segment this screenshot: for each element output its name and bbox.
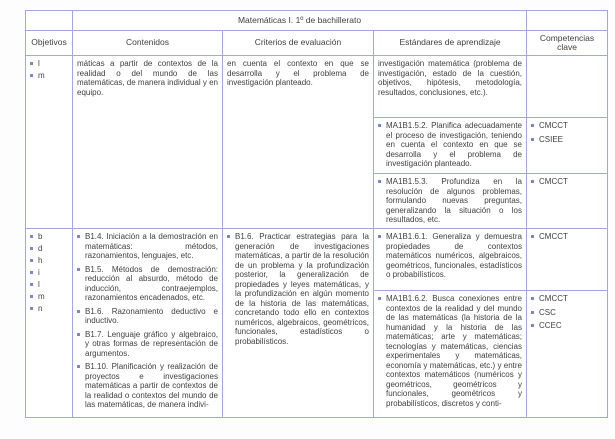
competencia-item-text: CSC [539, 307, 556, 317]
competencia-item-text: CSIEE [539, 134, 564, 144]
title-row-spacer-left [26, 11, 73, 31]
objective-letter [30, 71, 68, 81]
objective-letter-text: b [38, 232, 43, 241]
column-header-contenidos: Contenidos [73, 31, 223, 56]
estandar-item-text: MA1B1.5.3. Profundiza en la resolución de algunos problemas, formulando nuevas preguntas, generalizando la situación o los resultados, etc. [386, 177, 522, 224]
estandar-item [378, 232, 522, 280]
objetivos-cell [26, 56, 73, 229]
objective-letter-text: d [38, 244, 43, 253]
contenidos-cell [73, 56, 223, 229]
bullet-square-icon [531, 321, 539, 331]
estandar-cell [374, 174, 527, 229]
objective-letter [30, 232, 68, 242]
competencia-item-text: CMCCT [539, 294, 568, 303]
objective-letter-text: i [38, 268, 40, 277]
objective-letter-text: m [38, 292, 45, 301]
objective-letter-text: h [38, 256, 43, 265]
objective-letter [30, 292, 68, 302]
estandar-item [378, 59, 522, 97]
estandar-cell [374, 56, 527, 118]
objective-letter [30, 244, 68, 254]
estandar-subrow [374, 118, 608, 174]
estandar-item [378, 294, 522, 408]
competencia-item [531, 321, 603, 331]
estandar-item-text: MA1B1.6.2. Busca conexiones entre contextos de la realidad y del mundo de las matemáticas (la historia de la humanidad y la historia de las matemáticas; arte y matemáticas; tecnologías y matemáticas, ciencias experimentales y matemáticas, economía y matemáticas, etc.) y entre contextos matemáticos (numéricos y geométricos, geométricos y funcionales, geométricos y probabilísticos, discretos y conti- [386, 294, 522, 408]
content-item-text: B1.10. Planificación y realización de proyectos e investigaciones matemáticas a partir de contextos de la realidad o contextos del mundo de las matemáticas, de manera indivi- [85, 362, 218, 409]
column-header-objetivos: Objetivos [26, 31, 73, 56]
bullet-square-icon [378, 121, 386, 169]
estandar-subrow [374, 229, 608, 291]
content-item-text: máticas a partir de contextos de la realidad o del mundo de las matemáticas, de manera individual y en equipo. [77, 59, 218, 97]
objetivos-cell [26, 229, 73, 418]
estandar-subrow [374, 56, 608, 118]
competencias-cell [527, 118, 608, 174]
competencia-item [531, 294, 603, 304]
content-item [77, 265, 218, 303]
competencia-item-text: CMCCT [539, 177, 568, 186]
bullet-square-icon [77, 232, 85, 261]
title-row-spacer-right [527, 11, 608, 31]
content-item [77, 59, 218, 97]
content-item [77, 362, 218, 410]
objective-letter [30, 268, 68, 278]
estandar-item-text: MA1B1.5.2. Planifica adecuadamente el proceso de investigación, teniendo en cuenta el contexto en que se desarrolla y el problema de investigación planteado. [386, 121, 522, 168]
column-header-estandares: Estándares de aprendizaje [374, 31, 527, 56]
table-row [26, 56, 608, 229]
estandar-subrow [374, 291, 608, 418]
bullet-square-icon [378, 177, 386, 225]
bullet-square-icon [30, 292, 38, 302]
bullet-square-icon [30, 232, 38, 242]
table-title-row [26, 11, 608, 31]
column-header-competencias: Competencias clave [527, 31, 608, 56]
competencias-cell [527, 229, 608, 291]
bullet-square-icon [30, 304, 38, 314]
estandares-competencias-group [374, 229, 608, 418]
estandar-item-text: MA1B1.6.1. Generaliza y demuestra propiedades de contextos matemáticos numéricos, algebraicos, geométricos, funcionales, estadísticos o probabilísticos. [386, 232, 522, 279]
bullet-square-icon [30, 59, 38, 69]
competencia-item [531, 121, 603, 131]
table-title: Matemáticas I. 1º de bachillerato [73, 11, 527, 31]
competencia-item [531, 177, 603, 187]
bullet-square-icon [531, 308, 539, 318]
bullet-square-icon [531, 232, 539, 242]
objective-letter [30, 59, 68, 69]
contenidos-cell [73, 229, 223, 418]
bullet-square-icon [30, 256, 38, 266]
column-header-row [26, 31, 608, 56]
bullet-square-icon [77, 265, 85, 303]
table-row [26, 229, 608, 418]
estandar-cell [374, 118, 527, 174]
competencia-item-text: CMCCT [539, 121, 568, 130]
criterion-item [227, 232, 369, 346]
criterios-cell [223, 229, 374, 418]
competencia-item [531, 232, 603, 242]
estandar-item [378, 121, 522, 169]
objective-letter-text: n [38, 304, 43, 313]
estandar-subrow [374, 174, 608, 229]
competencia-item [531, 308, 603, 318]
objective-letter [30, 256, 68, 266]
content-item-text: B1.5. Métodos de demostración: reducción al absurdo, método de inducción, contraejemplos, razonamientos encadenados, etc. [85, 264, 218, 302]
estandar-cell [374, 229, 527, 291]
bullet-square-icon [30, 268, 38, 278]
bullet-square-icon [531, 121, 539, 131]
column-header-criterios: Criterios de evaluación [223, 31, 374, 56]
estandares-competencias-group [374, 56, 608, 229]
content-item [77, 307, 218, 326]
bullet-square-icon [30, 71, 38, 81]
competencia-item-text: CMCCT [539, 232, 568, 241]
content-item-text: B1.7. Lenguaje gráfico y algebraico, y otras formas de representación de argumentos. [85, 329, 218, 358]
content-item-text: B1.6. Razonamiento deductivo e inductivo. [85, 306, 218, 325]
objective-letter [30, 304, 68, 314]
criterios-cell [223, 56, 374, 229]
competencias-cell [527, 174, 608, 229]
bullet-square-icon [30, 280, 38, 290]
bullet-square-icon [378, 294, 386, 408]
estandar-cell [374, 291, 527, 418]
content-item-text: B1.4. Iniciación a la demostración en matemáticas: métodos, razonamientos, lenguajes, etc. [85, 232, 218, 260]
objective-letter-text: l [38, 280, 40, 289]
bullet-square-icon [227, 232, 235, 346]
competencia-item [531, 135, 603, 145]
curriculum-table [25, 10, 608, 418]
content-item [77, 330, 218, 359]
bullet-square-icon [531, 177, 539, 187]
content-item [77, 232, 218, 261]
criterion-item-text: en cuenta el contexto en que se desarrolla y el problema de investigación planteado. [227, 59, 369, 87]
objective-letter-text: l [38, 59, 40, 68]
bullet-square-icon [77, 362, 85, 410]
bullet-square-icon [531, 294, 539, 304]
estandar-item-text: investigación matemática (problema de investigación, estado de la cuestión, objetivos, hipótesis, metodología, resultados, conclusiones, etc.). [378, 59, 522, 97]
bullet-square-icon [77, 330, 85, 359]
table-body [26, 56, 608, 418]
objective-letter [30, 280, 68, 290]
bullet-square-icon [30, 244, 38, 254]
criterion-item [227, 59, 369, 88]
estandar-item [378, 177, 522, 225]
competencia-item-text: CCEC [539, 321, 562, 330]
bullet-square-icon [531, 135, 539, 145]
objective-letter-text: m [38, 71, 45, 80]
bullet-square-icon [77, 307, 85, 326]
competencias-cell [527, 291, 608, 418]
criterion-item-text: B1.6. Practicar estrategias para la generación de investigaciones matemáticas, a partir de la resolución de un problema y la profundización posterior, la generalización de propiedades y leyes matemáticas, y la profundización en algún momento de la historia de las matemáticas, concretando todo ello en contextos numéricos, algebraicos, geométricos, funcionales, estadísticos o probabilísticos. [235, 232, 369, 346]
bullet-square-icon [378, 232, 386, 280]
competencias-cell [527, 56, 608, 118]
